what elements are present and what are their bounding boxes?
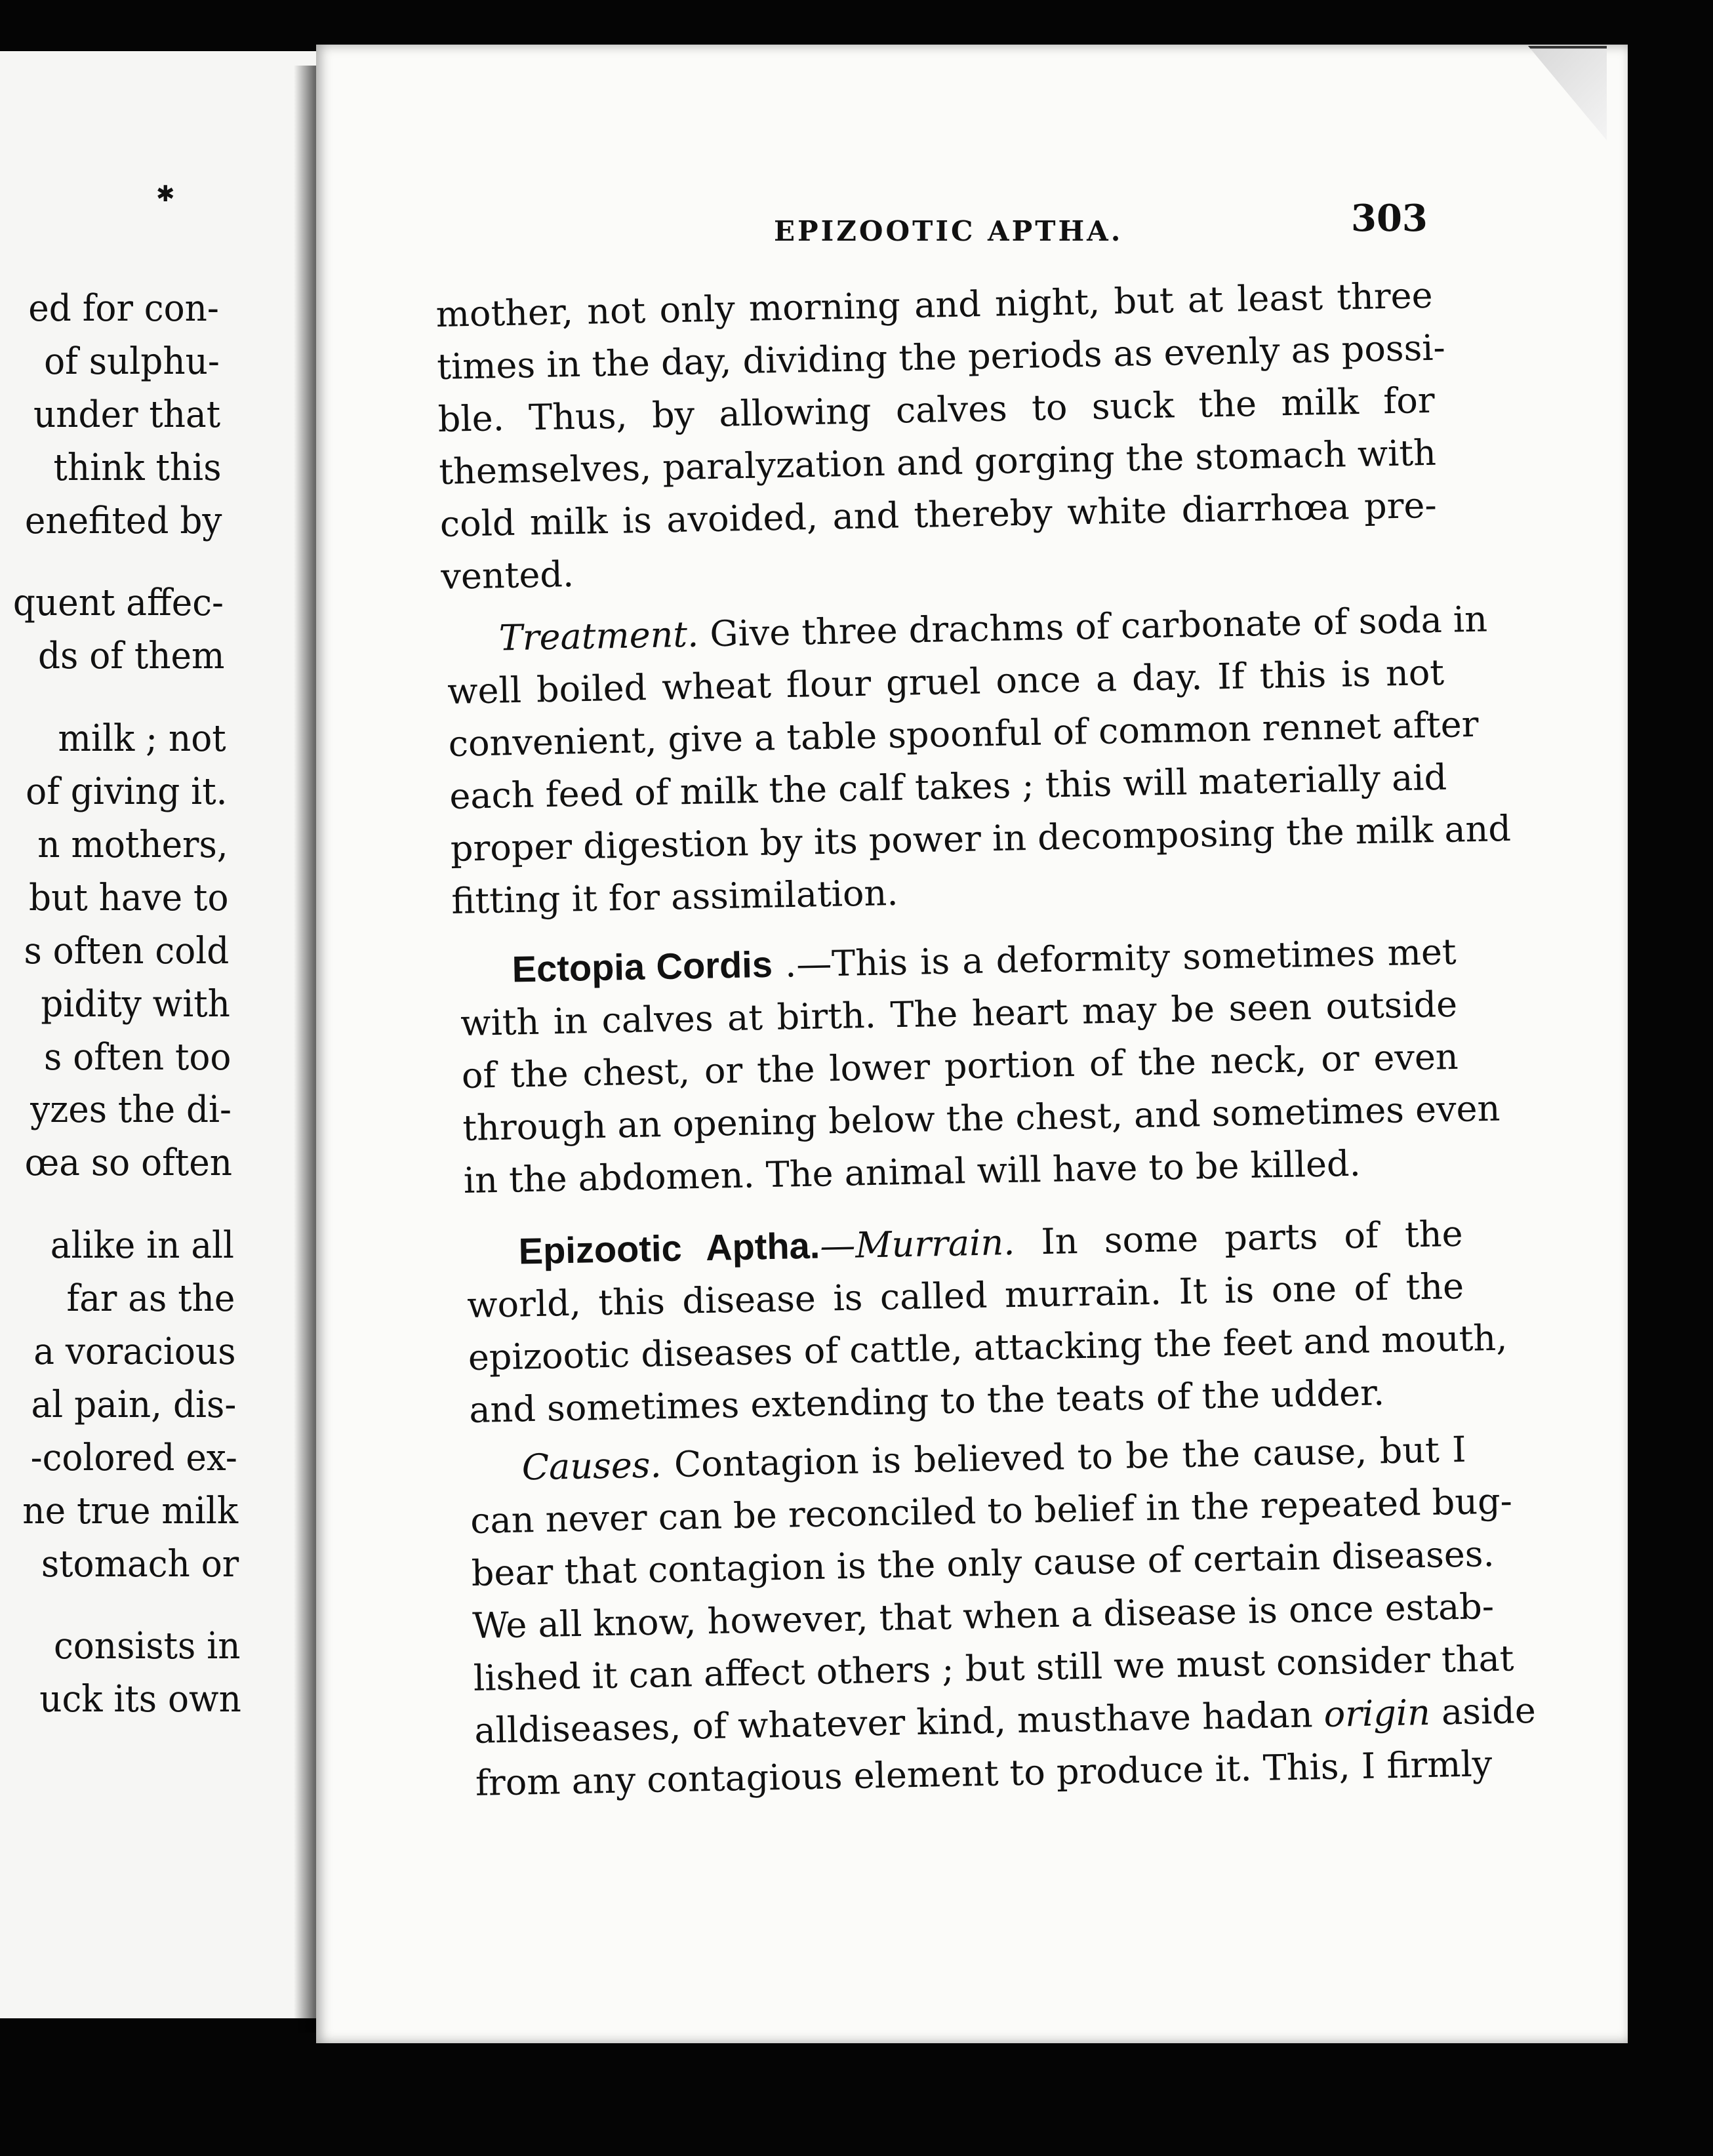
text-line: fitting it for assimilation. [451,871,898,922]
left-page [0,51,320,2018]
text-line: cold milk is avoided, and thereby white diarrhœa pre- [439,484,1438,545]
text-line: epizootic diseases of cattle, attacking the feet and mouth, [468,1317,1508,1378]
left-page-line: yzes the di- [30,1088,232,1132]
left-page-line: quent affec- [13,582,224,625]
text-line: from any contagious element to produce it. This, I firmly [475,1743,1493,1804]
paragraph-continuation [435,270,1446,603]
text-line: proper digestion by its power in decomposing the milk and [450,807,1512,869]
left-page-line: pidity with [41,982,230,1026]
left-page-line: consists in [53,1625,241,1668]
text-line: lished it can affect others ; but still we must consider that [473,1637,1514,1699]
text-line: themselves, paralyzation and gorging the stomach with [438,431,1437,492]
text-line: can never can be reconciled to belief in the repeated bug- [470,1480,1513,1542]
text-line: mother, not only morning and night, but at least three [435,274,1434,335]
left-page-line: s often cold [24,929,230,972]
text-line: We all know, however, that when a disease is once estab- [472,1586,1495,1647]
left-page-line: ed for con- [28,287,219,330]
text-line: with in calves at birth. The heart may be seen outside [460,983,1458,1044]
left-page-line: under that [33,393,221,436]
causes-heading: Causes. [521,1444,662,1488]
text-line: and sometimes extending to the teats of the udder. [468,1372,1385,1431]
text-line: ble. Thus, by allowing calves to suck the milk for [437,379,1436,440]
paragraph-ectopia-cordis [459,925,1501,1207]
text-line: vented. [440,553,574,597]
running-header: EPIZOOTIC APTHA. [774,215,1123,247]
left-page-line: s often too [43,1035,231,1079]
left-page-line: -colored ex- [30,1436,237,1479]
text-line: convenient, give a table spoonful of common rennet after [448,703,1480,765]
text-line: In some parts of the [1014,1212,1464,1263]
section-heading-ectopia-cordis: Ectopia Cordis [512,943,773,990]
left-page-line: far as the [66,1277,235,1320]
left-page-line: alike in all [50,1224,234,1268]
paragraph-treatment [446,594,1512,928]
asterisk-mark: ✱ [156,181,175,207]
text-line: bear that contagion is the only cause of certain diseases. [471,1533,1495,1594]
left-page-line: stomach or [41,1542,239,1586]
left-page-line: enefited by [25,499,222,542]
paragraph-causes [469,1424,1537,1810]
left-page-line: ds of them [37,635,225,678]
text-line: .—This is a deformity sometimes met [772,930,1457,986]
text-line: world, this disease is called murrain. It is one of the [466,1265,1464,1326]
text-line: Give three drachms of carbonate of soda in [698,598,1488,655]
paragraph-epizootic-aptha [466,1207,1508,1437]
left-page-line: œa so often [25,1142,233,1185]
text-line: in the abdomen. The animal will have to be killed. [463,1142,1361,1201]
origin-word: origin [1323,1691,1431,1736]
text-line: well boiled wheat flour gruel once a day. If this is not [447,651,1445,712]
left-page-line: think this [53,446,222,489]
left-page-line: a voracious [33,1330,236,1373]
left-page-line: of giving it. [25,770,227,813]
murrain-subheading: —Murrain. [819,1221,1015,1267]
left-page-line: of sulphu- [44,340,220,383]
text-line: times in the day, dividing the periods as evenly as possi- [436,327,1446,388]
text-line: of the chest, or the lower portion of the neck, or even [461,1035,1459,1096]
text-line: alldiseases, of whatever kind, musthave hadan [474,1694,1325,1751]
text-line: aside [1430,1689,1537,1733]
text-line: through an opening below the chest, and sometimes even [462,1087,1501,1149]
treatment-heading: Treatment. [498,613,699,659]
left-page-line: uck its own [39,1678,241,1721]
left-page-line: but have to [28,876,229,919]
left-page-line: milk ; not [58,717,226,761]
left-page-line: al pain, dis- [31,1383,237,1426]
page-number: 303 [1351,197,1428,240]
text-line: Contagion is believed to be the cause, but I [660,1428,1467,1486]
left-page-line: ne true milk [22,1489,238,1532]
left-page-line: n mothers, [37,823,228,866]
text-line: each feed of milk the calf takes ; this will materially aid [449,756,1447,817]
section-heading-epizootic-aptha: Epizootic Aptha. [518,1224,820,1272]
